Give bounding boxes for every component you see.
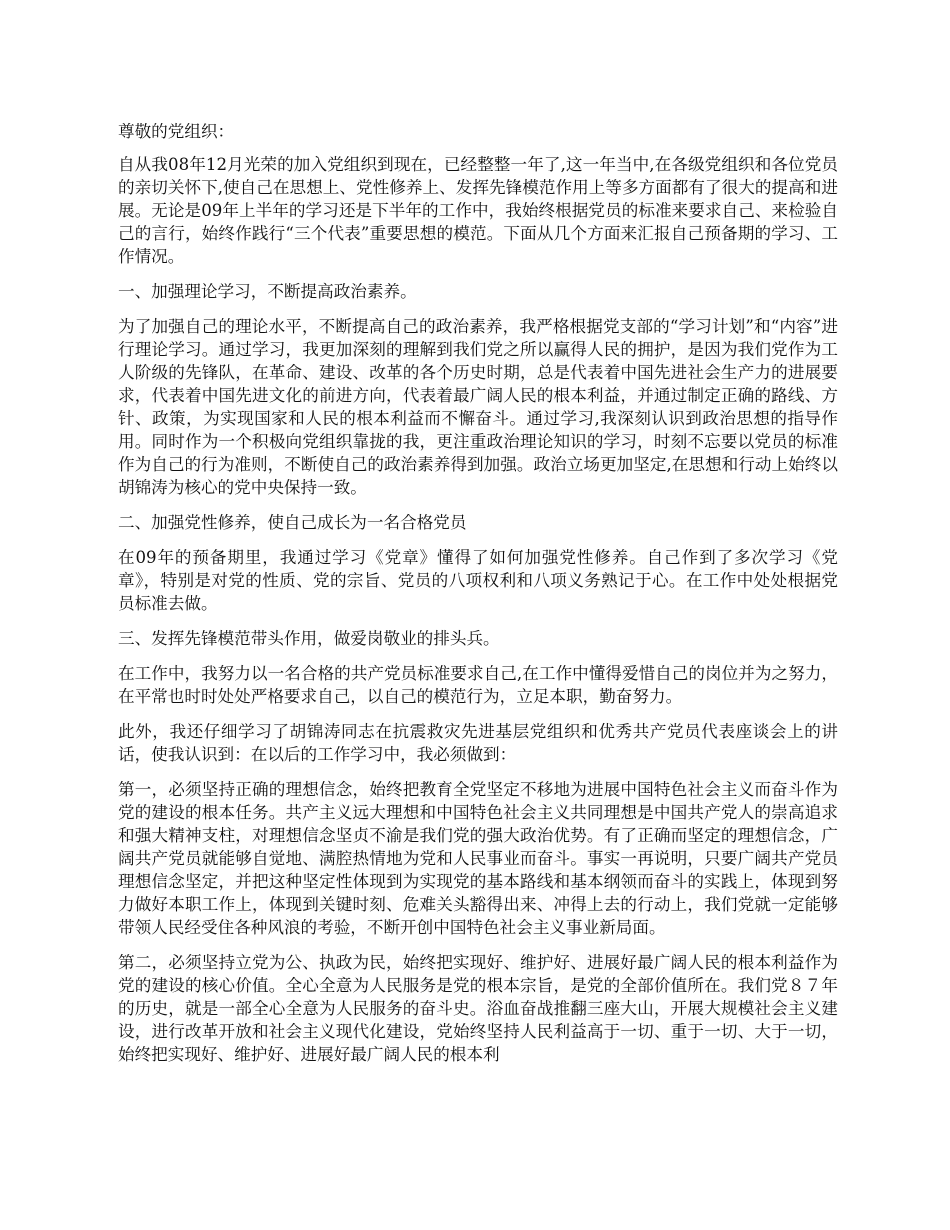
paragraph-intro: 自从我08年12月光荣的加入党组织到现在，已经整整一年了,这一年当中,在各级党组织和各位党员的亲切关怀下,使自己在思想上、党性修养上、发挥先锋模范作用上等多方面都有了很大的提高和进展。无论是09年上半年的学习还是下半年的工作中，我始终根据党员的标准来要求自己、来检验自己的言行，始终作践行“三个代表”重要思想的模范。下面从几个方面来汇报自己预备期的学习、工作情况。 xyxy=(118,155,838,266)
paragraph-work: 在工作中，我努力以一名合格的共产党员标准要求自己,在工作中懂得爱惜自己的岗位并为之努力，在平常也时时处处严格要求自己，以自己的模范行为，立足本职，勤奋努力。 xyxy=(118,664,838,706)
paragraph-party-spirit: 在09年的预备期里，我通过学习《党章》懂得了如何加强党性修养。自己作到了多次学习《党章》，特别是对党的性质、党的宗旨、党员的八项权利和八项义务熟记于心。在工作中处处根据党员标准去做。 xyxy=(118,548,838,613)
section-heading-1: 一、加强理论学习，不断提高政治素养。 xyxy=(118,282,417,301)
section-heading-3: 三、发挥先锋模范带头作用，做爱岗敬业的排头兵。 xyxy=(118,629,500,648)
section-heading-2: 二、加强党性修养，使自己成长为一名合格党员 xyxy=(118,513,467,532)
paragraph-point-1: 第一，必须坚持正确的理想信念，始终把教育全党坚定不移地为进展中国特色社会主义而奋斗作为党的建设的根本任务。共产主义远大理想和中国特色社会主义共同理想是中国共产党人的崇高追求和强大精神支柱，对理想信念坚贞不渝是我们党的强大政治优势。有了正确而坚定的理想信念，广阔共产党员就能够自觉地、满腔热情地为党和人民事业而奋斗。事实一再说明，只要广阔共产党员理想信念坚定，并把这种坚定性体现到为实现党的基本路线和基本纲领而奋斗的实践上，体现到努力做好本职工作上，体现到关键时刻、危难关头豁得出来、冲得上去的行动上，我们党就一定能够带领人民经受住各种风浪的考验，不断开创中国特色社会主义事业新局面。 xyxy=(118,780,838,937)
paragraph-speech-study: 此外，我还仔细学习了胡锦涛同志在抗震救灾先进基层党组织和优秀共产党员代表座谈会上的讲话，使我认识到：在以后的工作学习中，我必须做到： xyxy=(118,722,838,764)
paragraph-theory-study: 为了加强自己的理论水平，不断提高自己的政治素养，我严格根据党支部的“学习计划”和“内容”进行理论学习。通过学习，我更加深刻的理解到我们党之所以赢得人民的拥护，是因为我们党作为工人阶级的先锋队，在革命、建设、改革的各个历史时期，总是代表着中国先进社会生产力的进展要求，代表着中国先进文化的前进方向，代表着最广阔人民的根本利益，并通过制定正确的路线、方针、政策，为实现国家和人民的根本利益而不懈奋斗。通过学习,我深刻认识到政治思想的指导作用。同时作为一个积极向党组织靠拢的我，更注重政治理论知识的学习，时刻不忘要以党员的标准作为自己的行为准则，不断使自己的政治素养得到加强。政治立场更加坚定,在思想和行动上始终以胡锦涛为核心的党中央保持一致。 xyxy=(118,317,838,497)
paragraph-point-2: 第二，必须坚持立党为公、执政为民，始终把实现好、维护好、进展好最广阔人民的根本利益作为党的建设的核心价值。全心全意为人民服务是党的根本宗旨，是党的全部价值所在。我们党８７年的历史，就是一部全心全意为人民服务的奋斗史。浴血奋战推翻三座大山，开展大规模社会主义建设，进行改革开放和社会主义现代化建设，党始终坚持人民利益高于一切、重于一切、大于一切，始终把实现好、维护好、进展好最广阔人民的根本利 xyxy=(118,953,838,1064)
greeting: 尊敬的党组织： xyxy=(118,122,235,141)
document-body xyxy=(118,120,838,1078)
